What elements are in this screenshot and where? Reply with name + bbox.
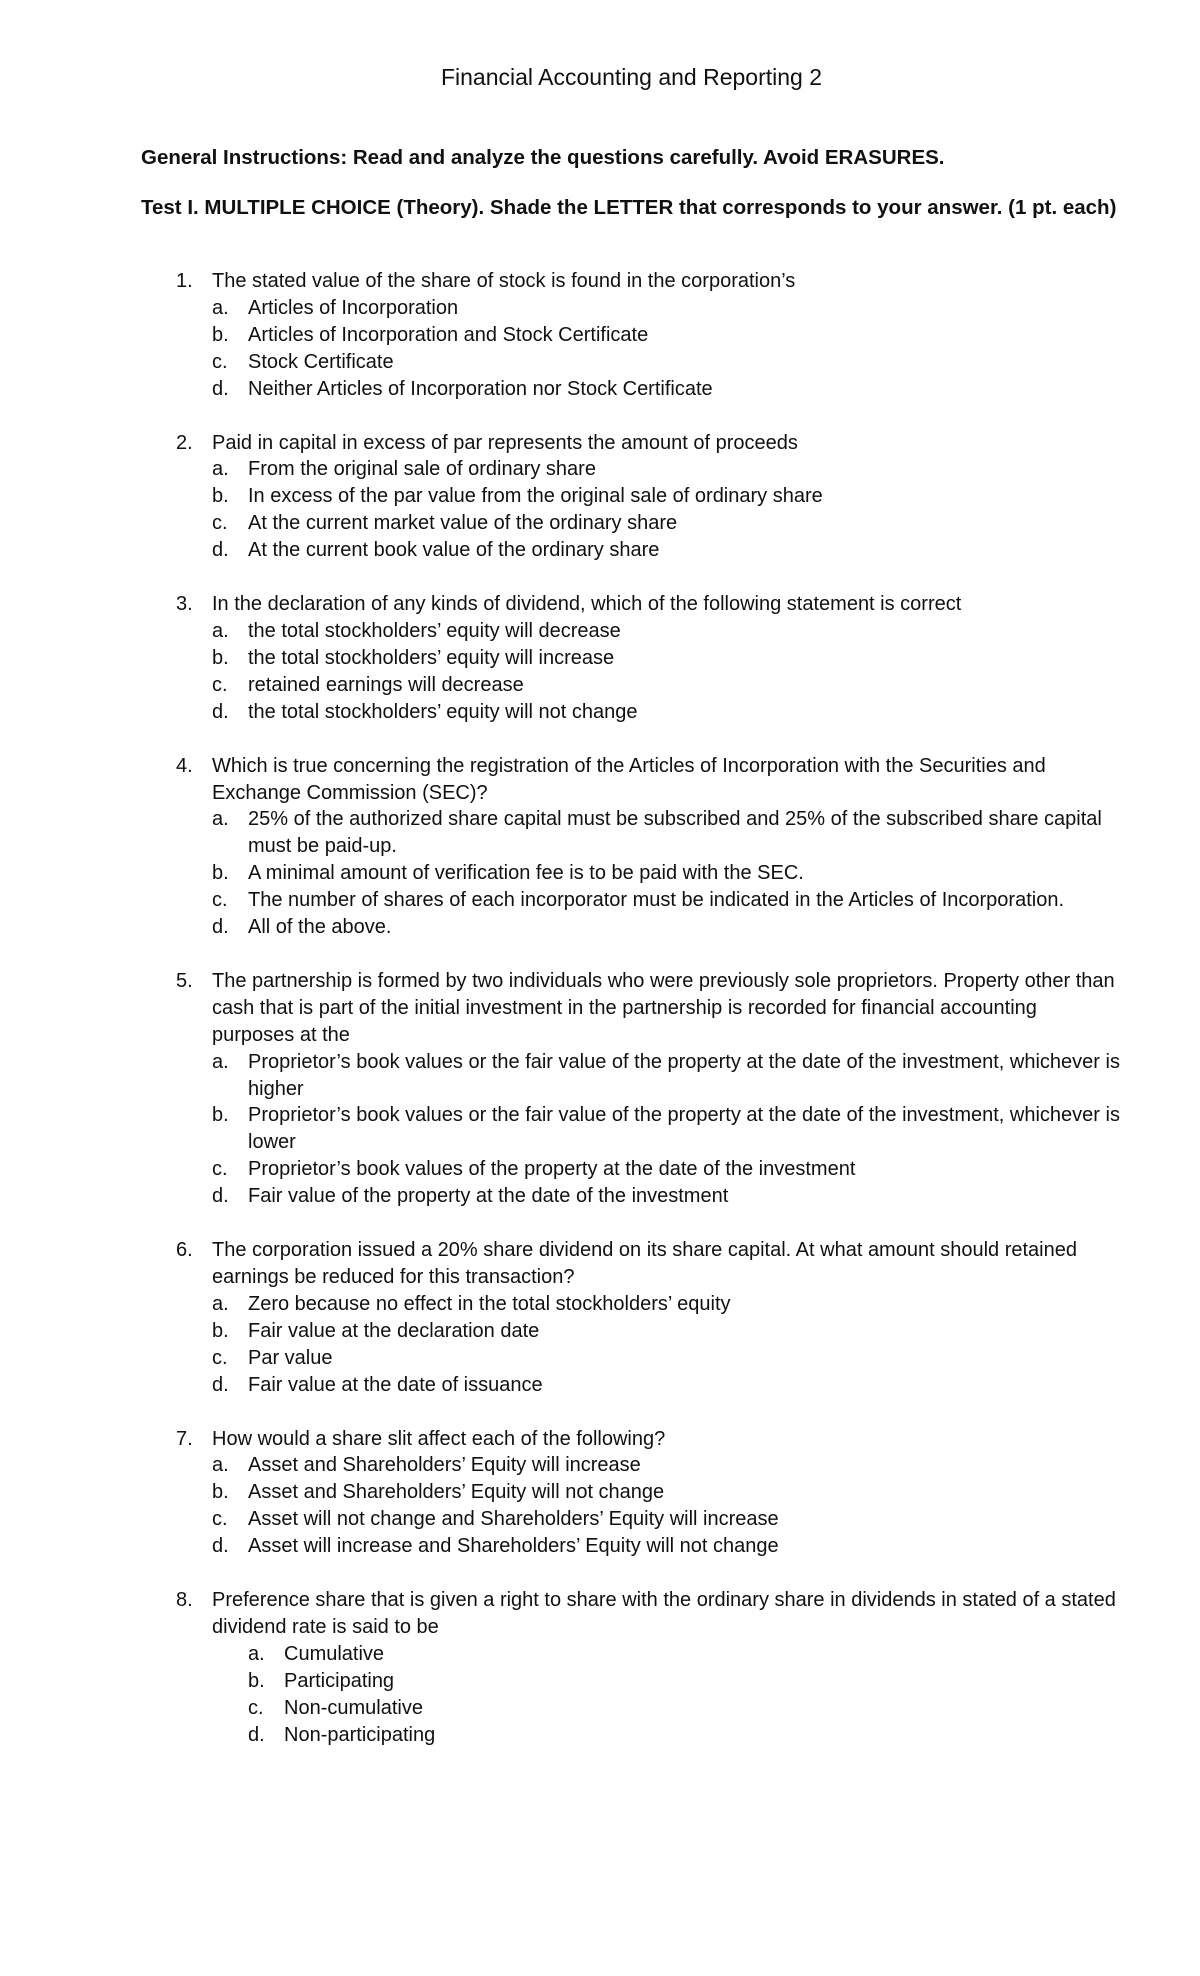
option-letter: b. [212,1104,229,1127]
option-a [212,806,1120,860]
option-letter: a. [212,619,229,642]
option-letter: c. [212,1508,228,1531]
option-text: Asset and Shareholders’ Equity will increase [248,1454,641,1477]
option-text: Stock Certificate [248,350,394,373]
option-d [212,914,1120,941]
option-d [212,699,1120,726]
question-4 [0,753,1200,941]
option-c [248,1695,1156,1722]
option-text: Asset and Shareholders’ Equity will not change [248,1481,665,1504]
option-list [0,1452,1200,1560]
option-list [0,1641,1200,1749]
option-letter: c. [212,889,228,912]
option-text: All of the above. [248,916,392,939]
option-letter: a. [212,458,229,481]
option-text: At the current book value of the ordinary share [248,539,660,562]
option-b [212,483,1120,510]
question-text: Which is true concerning the registration of the Articles of Incorporation with the Securities and Exchange Commission (SEC)? [212,754,1046,804]
option-text: Participating [284,1669,395,1692]
question-number: 5. [176,969,193,992]
option-letter: b. [212,646,229,669]
question-text: The stated value of the share of stock is found in the corporation’s [212,270,796,292]
option-b [212,322,1120,349]
option-text: Asset will not change and Shareholders’ Equity will increase [248,1508,779,1531]
option-b [212,645,1120,672]
option-text: the total stockholders’ equity will increase [248,646,615,669]
option-text: Zero because no effect in the total stockholders’ equity [248,1292,731,1315]
option-text: retained earnings will decrease [248,673,524,696]
question-5 [0,968,1200,1210]
option-c [212,1156,1120,1183]
option-letter: a. [212,1292,229,1315]
question-7 [0,1426,1200,1561]
option-text: Fair value at the declaration date [248,1319,540,1342]
question-text: The corporation issued a 20% share dividend on its share capital. At what amount should retained earnings be reduced for this transaction? [212,1239,1077,1288]
option-letter: b. [212,485,229,508]
option-list [0,618,1200,726]
option-d [248,1722,1156,1749]
option-text: Neither Articles of Incorporation nor Stock Certificate [248,377,713,400]
question-text: In the declaration of any kinds of dividend, which of the following statement is correct [212,593,962,616]
question-number: 7. [176,1427,193,1450]
option-b [248,1668,1156,1695]
option-text: Fair value of the property at the date of the investment [248,1185,729,1208]
question-1 [0,268,1200,403]
option-text: Articles of Incorporation and Stock Certificate [248,323,649,346]
option-letter: c. [212,1346,228,1369]
option-text: Proprietor’s book values or the fair value of the property at the date of the investment, whichever is lower [248,1104,1120,1154]
option-text: Proprietor’s book values of the property at the date of the investment [248,1158,856,1181]
question-3 [0,591,1200,726]
question-number: 4. [176,754,193,777]
option-letter: b. [248,1669,265,1692]
option-d [212,376,1120,403]
option-c [212,672,1120,699]
option-letter: a. [212,1454,229,1477]
option-text: the total stockholders’ equity will not change [248,700,638,723]
question-6 [0,1237,1200,1398]
question-number: 6. [176,1239,193,1262]
question-number: 1. [176,270,193,292]
option-letter: d. [212,377,229,400]
option-text: the total stockholders’ equity will decrease [248,619,621,642]
option-list [0,1049,1200,1210]
question-2 [0,430,1200,565]
question-text: How would a share slit affect each of the following? [212,1427,666,1450]
option-letter: d. [212,700,229,723]
option-text: A minimal amount of verification fee is to be paid with the SEC. [248,862,804,885]
option-d [212,1183,1120,1210]
option-letter: d. [212,1373,229,1396]
option-text: From the original sale of ordinary share [248,458,596,481]
option-a [212,1049,1120,1103]
option-text: In excess of the par value from the original sale of ordinary share [248,485,823,508]
option-text: Asset will increase and Shareholders’ Equity will not change [248,1535,779,1558]
option-b [212,1318,1120,1345]
option-d [212,1533,1120,1560]
option-text: At the current market value of the ordinary share [248,512,678,535]
question-list [0,268,1200,1776]
question-text: The partnership is formed by two individuals who were previously sole proprietors. Property other than cash that is part of the initial investment in the partnership is recorded for financial accounting purposes at the [212,969,1115,1046]
option-text: Non-cumulative [284,1696,423,1719]
option-letter: a. [248,1642,265,1665]
option-letter: c. [212,350,228,373]
option-text: Fair value at the date of issuance [248,1373,543,1396]
option-letter: d. [212,539,229,562]
option-text: 25% of the authorized share capital must be subscribed and 25% of the subscribed share capital must be paid-up. [248,808,1102,858]
option-a [212,295,1120,322]
option-a [248,1641,1156,1668]
option-letter: c. [248,1696,264,1719]
option-c [212,510,1120,537]
option-b [212,1102,1120,1156]
question-number: 2. [176,431,193,454]
question-number: 3. [176,593,193,616]
option-letter: a. [212,808,229,831]
option-letter: b. [212,862,229,885]
option-a [212,618,1120,645]
general-instructions: General Instructions: Read and analyze the questions carefully. Avoid ERASURES. [141,146,945,169]
option-list [0,295,1200,403]
option-c [212,1506,1120,1533]
test-heading: Test I. MULTIPLE CHOICE (Theory). Shade the LETTER that corresponds to your answer. (1 pt. each) [141,196,1117,219]
option-letter: a. [212,1050,229,1073]
question-number: 8. [176,1589,193,1612]
document-title: Financial Accounting and Reporting 2 [440,64,823,90]
option-a [212,1291,1120,1318]
option-list [0,456,1200,564]
option-text: Cumulative [284,1642,385,1665]
option-letter: b. [212,323,229,346]
option-c [212,887,1120,914]
option-b [212,1479,1120,1506]
option-letter: d. [212,916,229,939]
question-text: Paid in capital in excess of par represents the amount of proceeds [212,431,798,454]
option-a [212,456,1120,483]
option-letter: a. [212,296,229,319]
option-text: Articles of Incorporation [248,296,459,319]
option-letter: d. [248,1723,265,1746]
question-8 [0,1587,1200,1748]
option-text: Proprietor’s book values or the fair value of the property at the date of the investment, whichever is higher [248,1050,1120,1100]
option-c [212,1345,1120,1372]
option-d [212,537,1120,564]
option-b [212,860,1120,887]
option-text: Non-participating [284,1723,436,1746]
option-a [212,1452,1120,1479]
option-letter: c. [212,1158,228,1181]
option-list [0,806,1200,941]
option-list [0,1291,1200,1399]
option-text: Par value [248,1346,333,1369]
option-letter: d. [212,1185,229,1208]
option-letter: c. [212,512,228,535]
option-d [212,1372,1120,1399]
question-text: Preference share that is given a right to share with the ordinary share in dividends in stated of a stated dividend rate is said to be [212,1589,1116,1638]
option-text: The number of shares of each incorporator must be indicated in the Articles of Incorporation. [248,889,1064,912]
option-letter: b. [212,1319,229,1342]
option-letter: c. [212,673,228,696]
option-c [212,349,1120,376]
option-letter: b. [212,1481,229,1504]
option-letter: d. [212,1535,229,1558]
